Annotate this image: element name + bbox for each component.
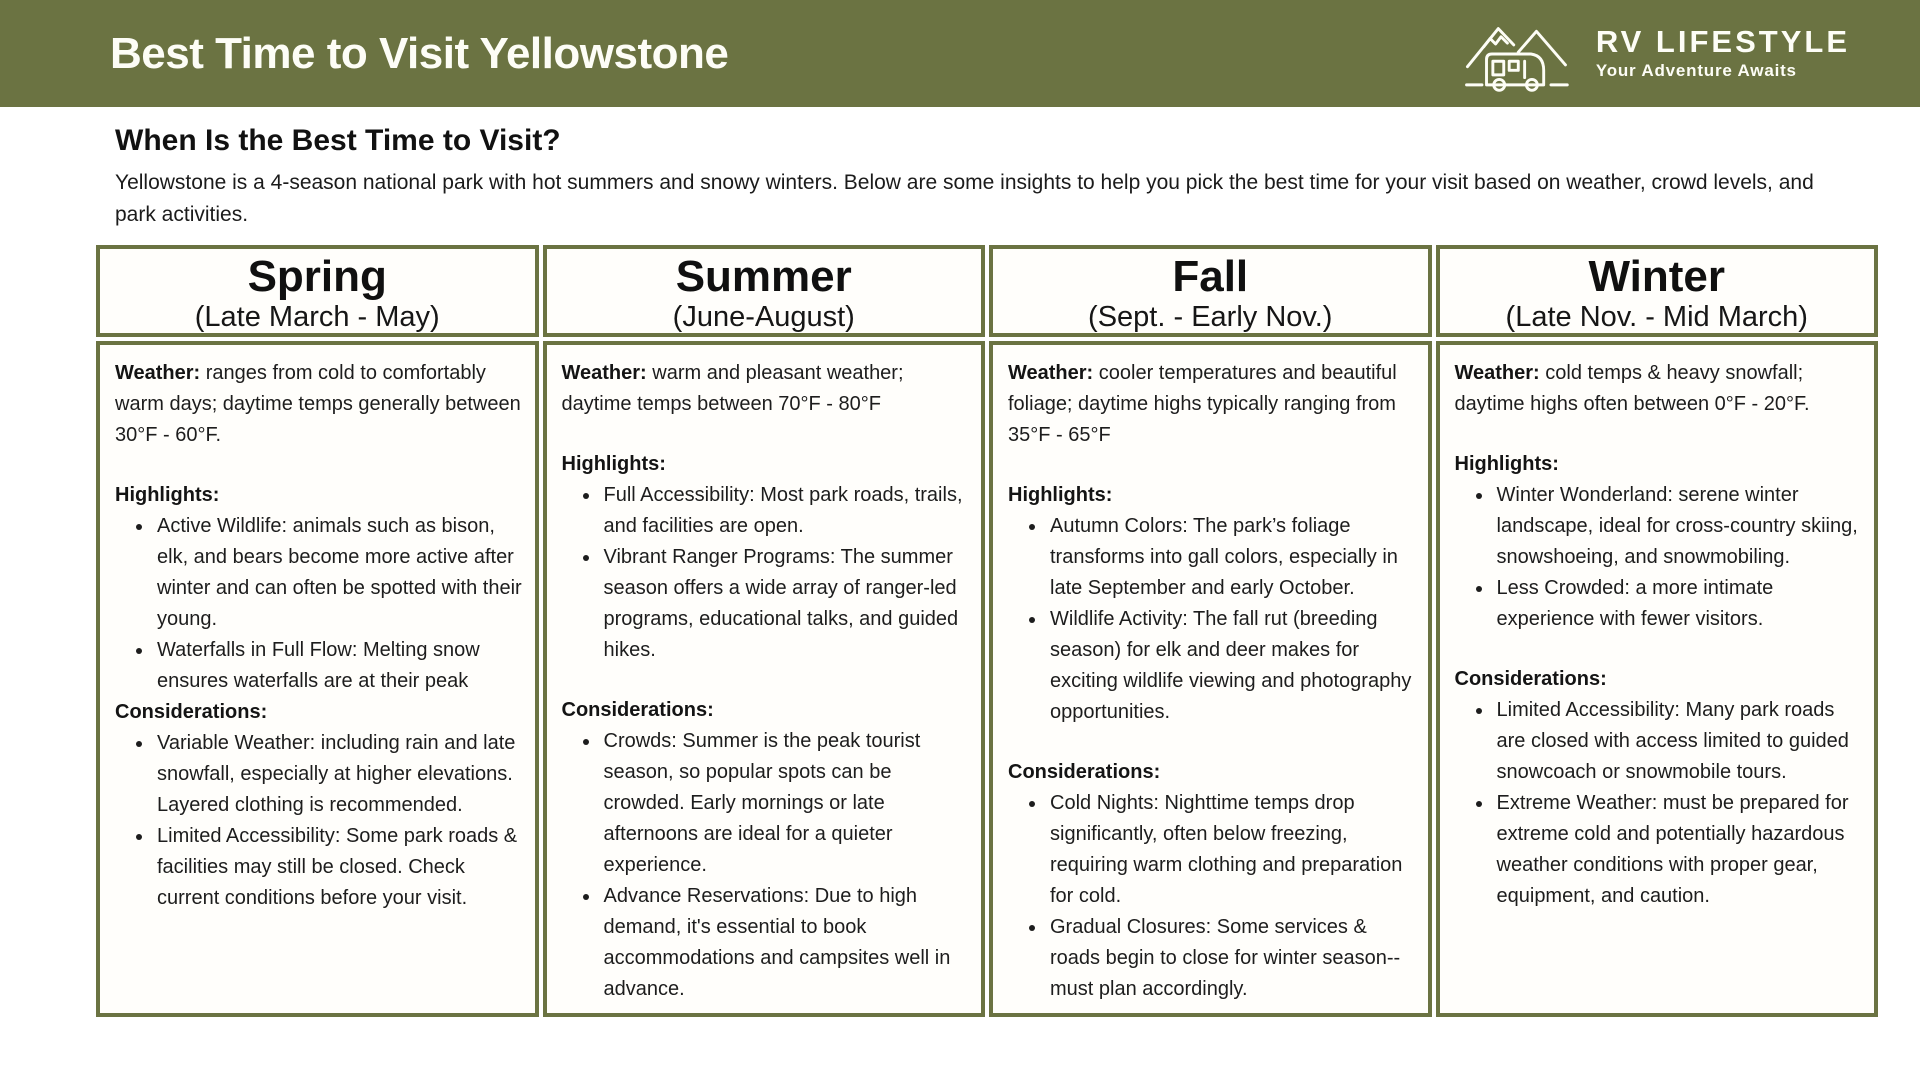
brand-name: RV LIFESTYLE	[1595, 23, 1850, 59]
season-header-spring	[96, 245, 539, 337]
rv-mountains-icon	[1462, 12, 1580, 96]
weather-label: Weather:	[1008, 362, 1094, 384]
intro-paragraph: Yellowstone is a 4-season national park with hot summers and snowy winters. Below are some insights to help you pick the best time for your visit based on weather, crowd levels, and park activities.	[115, 171, 1814, 226]
considerations-list	[562, 726, 970, 1005]
season-details-summer	[543, 341, 986, 1017]
highlights-list	[1455, 480, 1863, 635]
considerations-label: Considerations:	[115, 701, 268, 723]
weather-text: warm and pleasant weather; daytime temps between 70°F - 80°F	[561, 362, 904, 415]
weather-label: Weather:	[1454, 362, 1540, 384]
intro-section	[115, 124, 1860, 231]
weather-line	[1008, 358, 1416, 451]
season-dates: (Sept. - Early Nov.)	[1088, 301, 1333, 334]
list-item: • Vibrant Ranger Programs: The summer season offers a wide array of ranger-led programs, educational talks, and guided hikes.	[601, 542, 970, 666]
weather-label: Weather:	[115, 362, 201, 384]
page-title: Best Time to Visit Yellowstone	[110, 28, 729, 78]
weather-label: Weather:	[561, 362, 647, 384]
season-details-fall	[989, 341, 1432, 1017]
list-item: • Winter Wonderland: serene winter landscape, ideal for cross-country skiing, snowshoeing, and snowmobiling.	[1494, 480, 1863, 573]
weather-line	[562, 358, 970, 420]
weather-line	[1455, 358, 1863, 420]
weather-line	[115, 358, 523, 451]
highlights-label: Highlights:	[1454, 453, 1559, 475]
season-name: Fall	[1172, 252, 1249, 301]
considerations-label: Considerations:	[561, 699, 714, 721]
season-details-winter	[1436, 341, 1879, 1017]
season-dates: (Late March - May)	[194, 301, 440, 334]
list-item: • Extreme Weather: must be prepared for extreme cold and potentially hazardous weather conditions with proper gear, equipment, and caution.	[1494, 788, 1863, 912]
list-item: • Limited Accessibility: Some park roads & facilities may still be closed. Check current conditions before your visit.	[154, 821, 523, 914]
considerations-label: Considerations:	[1008, 761, 1161, 783]
list-item: • Crowds: Summer is the peak tourist season, so popular spots can be crowded. Early mornings or late afternoons are ideal for a quieter experience.	[601, 726, 970, 881]
season-header-winter	[1436, 245, 1879, 337]
list-item: • Waterfalls in Full Flow: Melting snow ensures waterfalls are at their peak	[154, 635, 523, 697]
weather-text: cold temps & heavy snowfall; daytime highs often between 0°F - 20°F.	[1454, 362, 1810, 415]
list-item: • Advance Reservations: Due to high demand, it's essential to book accommodations and campsites well in advance.	[601, 881, 970, 1005]
list-item: • Wildlife Activity: The fall rut (breeding season) for elk and deer makes for exciting wildlife viewing and photography opportunities.	[1047, 604, 1416, 728]
season-header-summer	[543, 245, 986, 337]
list-item: • Full Accessibility: Most park roads, trails, and facilities are open.	[601, 480, 970, 542]
rv-lifestyle-logo	[1462, 12, 1850, 96]
intro-heading: When Is the Best Time to Visit?	[115, 124, 561, 157]
brand-tagline: Your Adventure Awaits	[1595, 61, 1797, 81]
season-dates: (June-August)	[672, 301, 855, 334]
list-item: • Variable Weather: including rain and late snowfall, especially at higher elevations. Layered clothing is recommended.	[154, 728, 523, 821]
weather-text: ranges from cold to comfortably warm days; daytime temps generally between 30°F - 60°F.	[115, 362, 521, 446]
highlights-list	[1008, 511, 1416, 728]
weather-text: cooler temperatures and beautiful foliage; daytime highs typically ranging from 35°F - 65°F	[1008, 362, 1397, 446]
season-dates: (Late Nov. - Mid March)	[1505, 301, 1808, 334]
considerations-label: Considerations:	[1454, 668, 1607, 690]
season-name: Winter	[1588, 252, 1725, 301]
considerations-list	[1008, 788, 1416, 1005]
season-header-fall	[989, 245, 1432, 337]
highlights-list	[562, 480, 970, 666]
list-item: • Cold Nights: Nighttime temps drop significantly, often below freezing, requiring warm clothing and preparation for cold.	[1047, 788, 1416, 912]
highlights-label: Highlights:	[1008, 484, 1113, 506]
list-item: • Active Wildlife: animals such as bison, elk, and bears become more active after winter and can often be spotted with their young.	[154, 511, 523, 635]
brand-text	[1595, 23, 1850, 82]
list-item: • Gradual Closures: Some services & roads begin to close for winter season-- must plan accordingly.	[1047, 912, 1416, 1005]
considerations-list	[1455, 695, 1863, 912]
highlights-label: Highlights:	[115, 484, 220, 506]
season-details-spring	[96, 341, 539, 1017]
season-name: Spring	[247, 252, 387, 301]
highlights-list	[115, 511, 523, 697]
season-name: Summer	[675, 252, 852, 301]
list-item: • Autumn Colors: The park’s foliage transforms into gall colors, especially in late September and early October.	[1047, 511, 1416, 604]
banner	[0, 0, 1920, 107]
considerations-list	[115, 728, 523, 914]
highlights-label: Highlights:	[561, 453, 666, 475]
season-table	[96, 245, 1878, 1017]
list-item: • Less Crowded: a more intimate experience with fewer visitors.	[1494, 573, 1863, 635]
list-item: • Limited Accessibility: Many park roads are closed with access limited to guided snowcoach or snowmobile tours.	[1494, 695, 1863, 788]
